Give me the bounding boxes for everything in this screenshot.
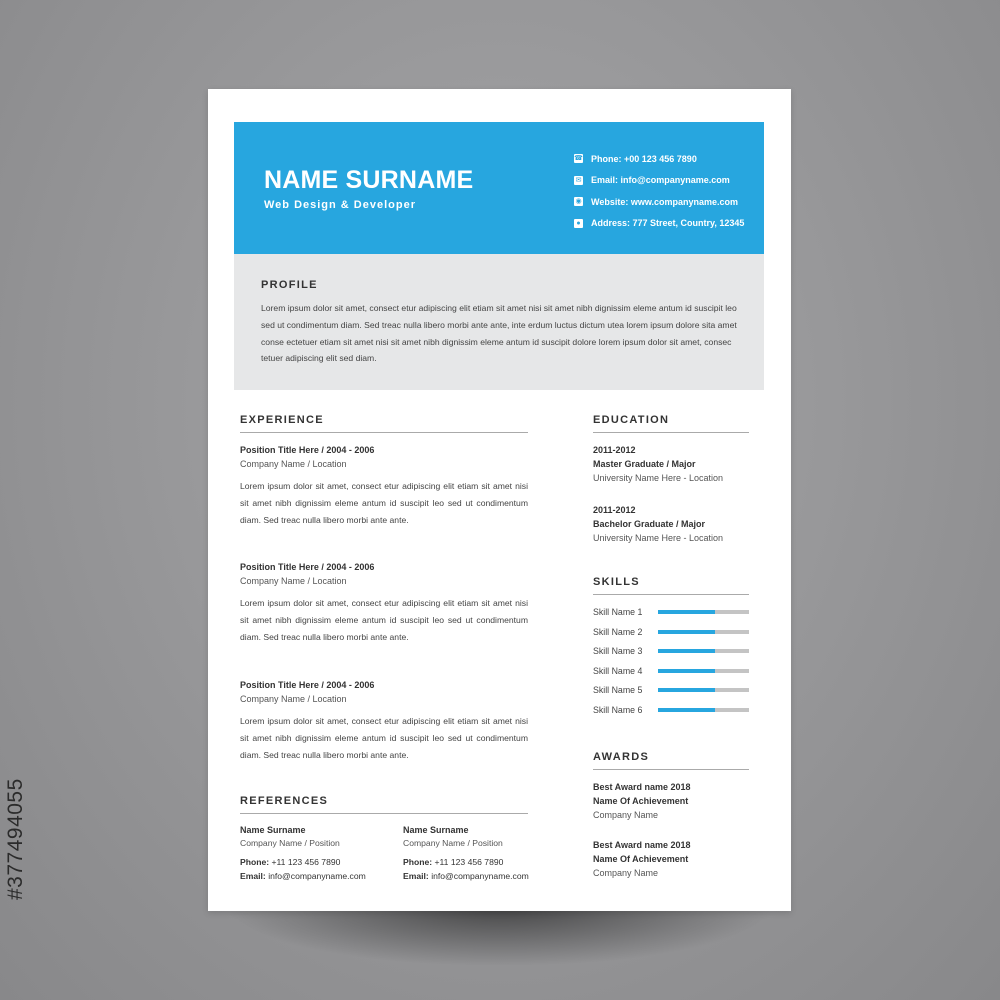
skill-bar-fill (658, 708, 715, 712)
education-years: 2011-2012 (593, 505, 636, 515)
award-item (593, 782, 753, 820)
award-name: Best Award name 2018 (593, 782, 691, 792)
skill-name: Skill Name 3 (593, 646, 643, 656)
email-icon: ✉ (575, 176, 582, 184)
position-title: Position Title Here / 2004 - 2006 (240, 680, 375, 690)
education-years: 2011-2012 (593, 445, 636, 455)
experience-item (240, 445, 528, 528)
award-company: Company Name (593, 868, 659, 878)
contact-address-text: Address: 777 Street, Country, 12345 (591, 218, 745, 229)
skill-bar-fill (658, 630, 715, 634)
skill-bar (658, 610, 749, 614)
education-university: University Name Here - Location (593, 533, 724, 543)
contact-phone-text: Phone: +00 123 456 7890 (591, 153, 697, 164)
location-icon: ● (574, 219, 583, 228)
skill-name: Skill Name 4 (593, 665, 643, 676)
education-degree: Bachelor Graduate / Major (593, 519, 706, 529)
reference-company: Company Name / Position (240, 838, 340, 848)
reference-email: Email: info@companyname.com (240, 871, 366, 881)
skills-title: SKILLS (593, 576, 749, 595)
experience-item (240, 562, 528, 645)
globe-icon: ◉ (575, 198, 582, 206)
skill-bar (658, 708, 749, 712)
contact-email (574, 170, 744, 192)
award-item (593, 840, 753, 878)
candidate-name: NAME SURNAME (264, 166, 474, 194)
reference-phone: Phone: +11 123 456 7890 (240, 857, 341, 867)
skill-bar (658, 649, 749, 653)
experience-item (240, 680, 528, 763)
skill-name: Skill Name 2 (593, 626, 643, 637)
position-title: Position Title Here / 2004 - 2006 (240, 562, 375, 572)
experience-description: Lorem ipsum dolor sit amet, consect etur adipiscing elit etiam sit amet nisi sit amet nibh dignissim eleme antum id suscipit leo sed ut condimentum diam. Sed treac nulla libero morbi ante ante. (240, 481, 528, 525)
skill-name: Skill Name 1 (593, 607, 643, 617)
skill-row (593, 704, 749, 716)
profile-title: PROFILE (261, 279, 318, 291)
candidate-role: Web Design & Developer (264, 199, 416, 211)
stock-id-label: #377494055 (4, 778, 27, 900)
education-item (593, 445, 753, 483)
contact-address (574, 213, 744, 235)
skill-row (593, 665, 749, 677)
contact-list (574, 148, 744, 234)
contact-phone (574, 148, 744, 170)
education-title: EDUCATION (593, 414, 749, 433)
skill-bar (658, 630, 749, 634)
position-title: Position Title Here / 2004 - 2006 (240, 445, 375, 455)
education-degree: Master Graduate / Major (593, 459, 696, 469)
skill-bar (658, 669, 749, 673)
resume-header (234, 122, 764, 254)
education-university: University Name Here - Location (593, 473, 724, 483)
reference-name: Name Surname (403, 825, 469, 835)
contact-website (574, 191, 744, 213)
phone-icon: ☎ (574, 155, 583, 163)
skill-row (593, 645, 749, 657)
reference-item (403, 825, 563, 881)
award-name: Best Award name 2018 (593, 840, 691, 850)
reference-email: Email: info@companyname.com (403, 871, 529, 881)
resume-page (208, 89, 791, 911)
contact-email-text: Email: info@companyname.com (591, 175, 730, 186)
company-location: Company Name / Location (240, 576, 347, 586)
experience-title: EXPERIENCE (240, 414, 528, 433)
contact-website-text: Website: www.companyname.com (591, 196, 739, 207)
skill-bar-fill (658, 688, 715, 692)
skill-name: Skill Name 5 (593, 685, 643, 695)
reference-company: Company Name / Position (403, 838, 503, 848)
award-company: Company Name (593, 810, 659, 820)
company-location: Company Name / Location (240, 694, 347, 704)
award-achievement: Name Of Achievement (593, 854, 689, 864)
experience-description: Lorem ipsum dolor sit amet, consect etur adipiscing elit etiam sit amet nisi sit amet nibh dignissim eleme antum id suscipit leo sed ut condimentum diam. Sed treac nulla libero morbi ante ante. (240, 716, 528, 760)
skill-name: Skill Name 6 (593, 704, 643, 715)
skill-bar-fill (658, 669, 715, 673)
skill-bar-fill (658, 649, 715, 653)
reference-item (240, 825, 400, 881)
profile-section (234, 254, 764, 390)
reference-phone: Phone: +11 123 456 7890 (403, 857, 504, 867)
skill-row (593, 606, 749, 618)
education-item (593, 505, 753, 543)
experience-description: Lorem ipsum dolor sit amet, consect etur adipiscing elit etiam sit amet nisi sit amet nibh dignissim eleme antum id suscipit leo sed ut condimentum diam. Sed treac nulla libero morbi ante ante. (240, 598, 528, 642)
awards-title: AWARDS (593, 751, 749, 770)
references-title: REFERENCES (240, 795, 528, 814)
reference-name: Name Surname (240, 825, 306, 835)
skill-bar-fill (658, 610, 715, 614)
page-shadow (230, 905, 770, 965)
skill-bar (658, 688, 749, 692)
award-achievement: Name Of Achievement (593, 796, 689, 806)
profile-text: Lorem ipsum dolor sit amet, consect etur adipiscing elit etiam sit amet nisi sit amet nibh dignissim eleme antum id suscipit leo sed ut condimentum diam. Sed treac nulla libero morbi ante ante, inte erdum luctus dictum utea lorem ipsum dolore sita amet conse ectetuer etiam sit amet nisi sit amet nibh dignissim eleme antum id suscipit dolore lorem ipsum dolor sit amet, consec tetuer adipiscing elit sed diam. (261, 303, 737, 364)
skill-row (593, 684, 749, 696)
company-location: Company Name / Location (240, 459, 347, 469)
skill-row (593, 626, 749, 638)
